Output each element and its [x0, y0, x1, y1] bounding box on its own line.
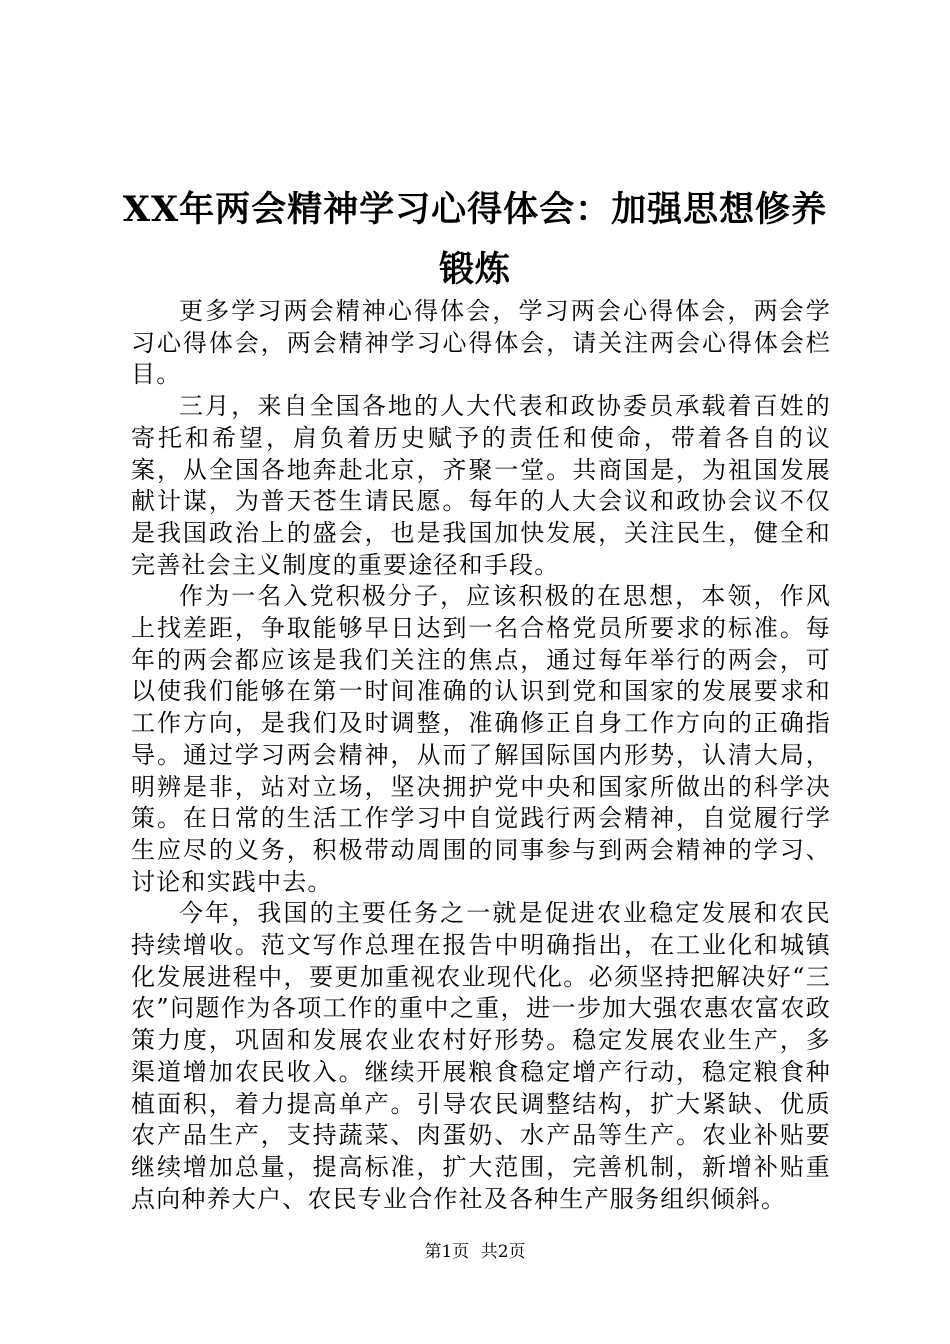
- page-footer: [0, 1240, 950, 1264]
- paragraph-intro: 更多学习两会精神心得体会，学习两会心得体会，两会学习心得体会，两会精神学习心得体会，请关注两会心得体会栏目。: [131, 297, 831, 389]
- paragraph-march: 三月，来自全国各地的人大代表和政协委员承载着百姓的寄托和希望，肩负着历史赋予的责任和使命，带着各自的议案，从全国各地奔赴北京，齐聚一堂。共商国是，为祖国发展献计谋，为普天苍生请民愿。每年的人大会议和政协会议不仅是我国政治上的盛会，也是我国加快发展，关注民生，健全和完善社会主义制度的重要途径和手段。: [131, 392, 831, 579]
- title-line-2: 锻炼: [438, 249, 511, 290]
- paragraph-agriculture: 今年，我国的主要任务之一就是促进农业稳定发展和农民持续增收。范文写作总理在报告中明确指出，在工业化和城镇化发展进程中，要更加重视农业现代化。必须坚持把解决好“三农”问题作为各项工作的重中之重，进一步加大强农惠农富农政策力度，巩固和发展农业农村好形势。稳定发展农业生产，多渠道增加农民收入。继续开展粮食稳定增产行动，稳定粮食种植面积，着力提高单产。引导农民调整结构，扩大紧缺、优质农产品生产，支持蔬菜、肉蛋奶、水产品等生产。农业补贴要继续增加总量，提高标准，扩大范围，完善机制，新增补贴重点向种养大户、农民专业合作社及各种生产服务组织倾斜。: [131, 899, 831, 1213]
- document-body: [131, 296, 831, 1215]
- document-title: [120, 180, 830, 300]
- paragraph-party-member: 作为一名入党积极分子，应该积极的在思想，本领，作风上找差距，争取能够早日达到一名合格党员所要求的标准。每年的两会都应该是我们关注的焦点，通过每年举行的两会，可以使我们能够在第一时间准确的认识到党和国家的发展要求和工作方向，是我们及时调整，准确修正自身工作方向的正确指导。通过学习两会精神，从而了解国际国内形势，认清大局，明辨是非，站对立场，坚决拥护党中央和国家所做出的科学决策。在日常的生活工作学习中自觉践行两会精神，自觉履行学生应尽的义务，积极带动周围的同事参与到两会精神的学习、讨论和实践中去。: [131, 582, 831, 896]
- page-number: 第1页: [424, 1242, 470, 1262]
- page-total: 共2页: [480, 1242, 526, 1262]
- title-line-1: XX年两会精神学习心得体会：加强思想修养: [122, 189, 828, 230]
